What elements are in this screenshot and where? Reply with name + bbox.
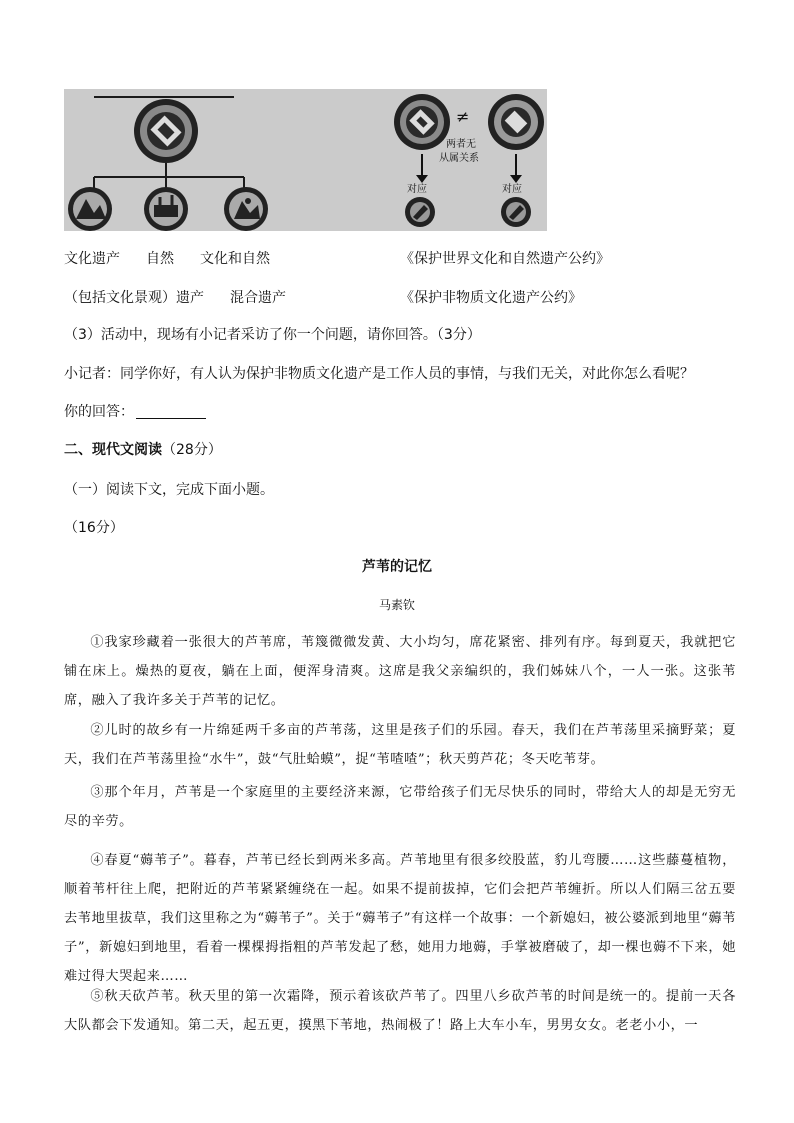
convention-world-icon xyxy=(405,197,435,227)
answer-row xyxy=(64,402,206,422)
article-paragraph-5: ⑤秋天砍芦苇。秋天里的第一次霜降，预示着该砍芦苇了。四里八乡砍芦苇的时间是统一的。提前一天各大队都会下发通知。第二天，起五更，摸黑下苇地，热闹极了！路上大车小车，男男女女。老老小小，一 xyxy=(64,989,736,1033)
intangible-heritage-emblem-icon xyxy=(488,94,544,150)
legend-row-2 xyxy=(64,288,286,308)
legend-cultural-natural: 文化和自然 xyxy=(200,251,270,267)
section-points: （16分） xyxy=(64,520,124,536)
section-heading-title: 二、现代文阅读 xyxy=(64,442,162,458)
article-paragraph-4: ④春夏“薅苇子”。暮春，芦苇已经长到两米多高。芦苇地里有很多绞股蓝，豹儿弯腰……这些藤蔓植物，顺着苇杆往上爬，把附近的芦苇紧紧缠绕在一起。如果不提前拔掉，它们会把芦苇缠折。所以人们隔三岔五要去苇地里拔草，我们这里称之为“薅苇子”。关于“薅苇子”有这样一个故事：一个新媳妇，被公婆派到地里“薅苇子”，新媳妇到地里，看着一棵棵拇指粗的芦苇发起了愁，她用力地薅，手掌被磨破了，却一棵也薅不下来，她难过得大哭起来…… xyxy=(64,853,736,984)
article-paragraph-1: ①我家珍藏着一张很大的芦苇席，苇篾微微发黄、大小均匀，席花紧密、排列有序。每到夏天，我就把它铺在床上。燥热的夏夜，躺在上面，便浑身清爽。这席是我父亲编织的，我们姊妹八个，一人一张。这张苇席，融入了我许多关于芦苇的记忆。 xyxy=(64,635,736,708)
section-heading xyxy=(64,440,222,460)
world-heritage-emblem-small-icon xyxy=(394,94,450,150)
correspond-left-label: 对应 xyxy=(407,184,427,195)
not-equal-sign: ≠ xyxy=(456,107,470,126)
relation-text-line1: 两者无 xyxy=(446,139,476,150)
relation-text-line2: 从属关系 xyxy=(439,153,479,164)
legend-convention-intangible: 《保护非物质文化遗产公约》 xyxy=(400,290,582,306)
question-prompt: （3）活动中，现场有小记者采访了你一个问题，请你回答。（3分） xyxy=(64,327,481,343)
legend-cultural-landscape: （包括文化景观）遗产 xyxy=(64,290,204,306)
section-sub: （一）阅读下文，完成下面小题。 xyxy=(64,482,274,498)
mixed-heritage-icon xyxy=(224,187,268,231)
article-author: 马素钦 xyxy=(378,598,415,612)
section-heading-score: （28分） xyxy=(162,442,222,458)
article-paragraph-3: ③那个年月，芦苇是一个家庭里的主要经济来源，它带给孩子们无尽快乐的同时，带给大人的却是无穷无尽的辛劳。 xyxy=(64,785,736,829)
article-title: 芦苇的记忆 xyxy=(362,559,432,575)
heritage-diagram xyxy=(64,89,547,231)
reporter-question: 小记者：同学你好，有人认为保护非物质文化遗产是工作人员的事情，与我们无关，对此你怎么看呢？ xyxy=(64,366,694,382)
world-heritage-emblem-icon xyxy=(134,99,198,163)
article-paragraph-2: ②儿时的故乡有一片绵延两千多亩的芦苇荡，这里是孩子们的乐园。春天，我们在芦苇荡里采摘野菜；夏天，我们在芦苇荡里捡“水牛”，鼓“气肚蛤蟆”，捉“苇喳喳”；秋天剪芦花；冬天吃苇芽。 xyxy=(64,723,736,767)
legend-row-1 xyxy=(64,249,270,269)
natural-heritage-icon xyxy=(144,187,188,231)
legend-natural: 自然 xyxy=(146,251,174,267)
correspond-right-label: 对应 xyxy=(502,184,522,195)
answer-blank[interactable] xyxy=(136,404,206,419)
legend-mixed-heritage: 混合遗产 xyxy=(230,290,286,306)
cultural-heritage-icon xyxy=(68,187,112,231)
convention-intangible-icon xyxy=(501,197,531,227)
legend-cultural-heritage: 文化遗产 xyxy=(64,251,120,267)
legend-convention-world: 《保护世界文化和自然遗产公约》 xyxy=(400,251,610,267)
answer-label: 你的回答： xyxy=(64,404,134,420)
heritage-emblem-figure xyxy=(64,89,547,231)
